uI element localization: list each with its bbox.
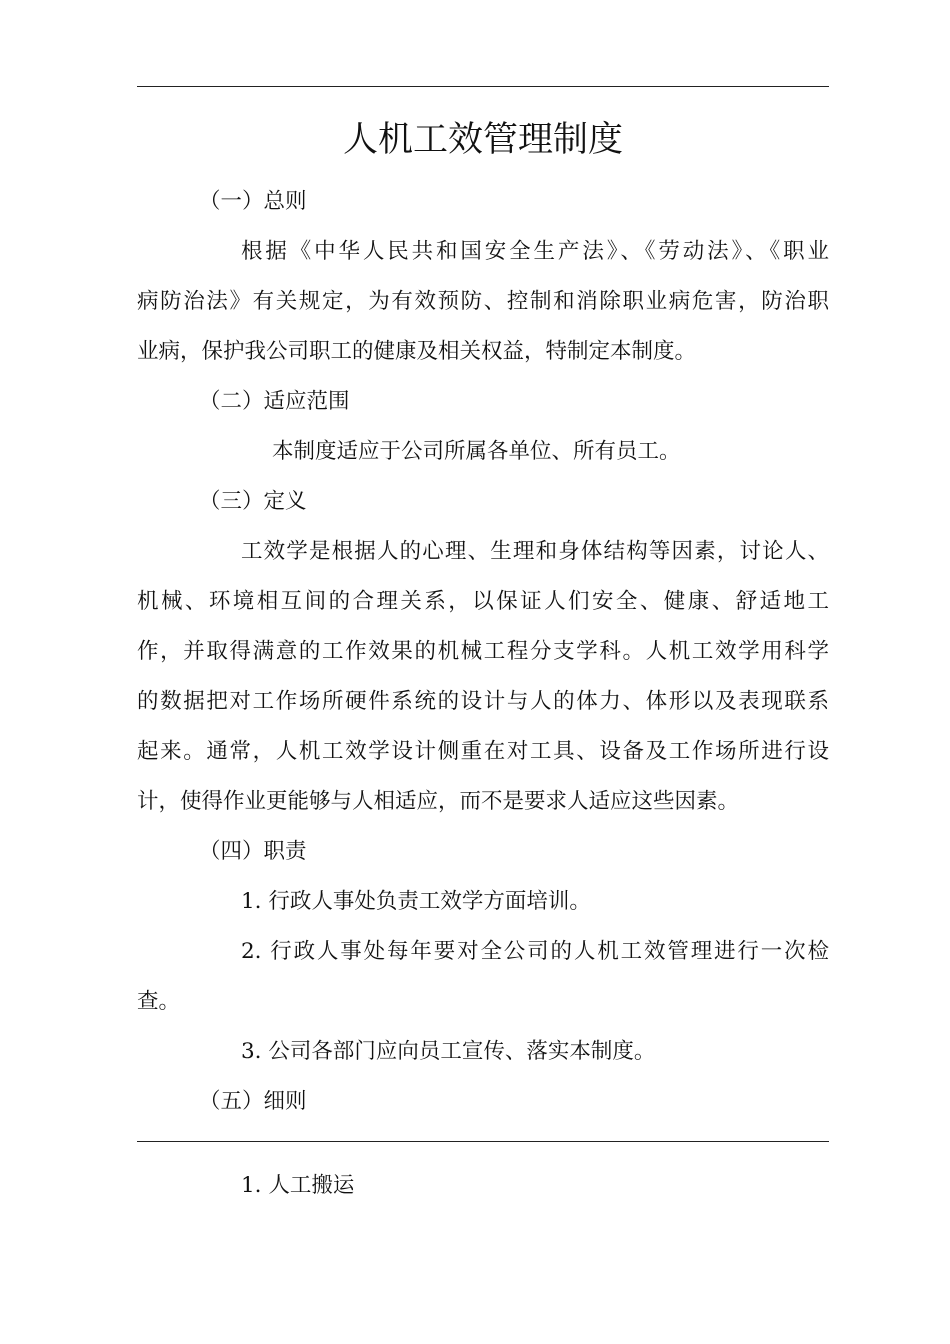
footer-rule <box>137 1141 829 1142</box>
list-item: 3. 公司各部门应向员工宣传、落实本制度。 <box>241 1039 656 1064</box>
section-heading-rules: （五）细则 <box>199 1089 307 1114</box>
list-item-continuation: 查。 <box>137 989 181 1014</box>
section-heading-scope: （二）适应范围 <box>199 389 350 414</box>
section-heading-general: （一）总则 <box>199 189 307 214</box>
list-item: 2. 行政人事处每年要对全公司的人机工效管理进行一次检 <box>241 939 829 964</box>
paragraph-line: 本制度适应于公司所属各单位、所有员工。 <box>272 439 681 464</box>
paragraph-line: 机械、环境相互间的合理关系，以保证人们安全、健康、舒适地工 <box>137 589 829 614</box>
section-heading-definition: （三）定义 <box>199 489 307 514</box>
header-rule <box>137 86 829 87</box>
paragraph-line: 起来。通常，人机工效学设计侧重在对工具、设备及工作场所进行设 <box>137 739 829 764</box>
document-title: 人机工效管理制度 <box>342 120 623 160</box>
list-item: 1. 行政人事处负责工效学方面培训。 <box>241 889 591 914</box>
paragraph-line: 工效学是根据人的心理、生理和身体结构等因素，讨论人、 <box>241 539 829 564</box>
paragraph-line: 作，并取得满意的工作效果的机械工程分支学科。人机工效学用科学 <box>137 639 829 664</box>
section-heading-responsibilities: （四）职责 <box>199 839 307 864</box>
paragraph-line: 计，使得作业更能够与人相适应，而不是要求人适应这些因素。 <box>137 789 740 814</box>
paragraph-line: 业病，保护我公司职工的健康及相关权益，特制定本制度。 <box>137 339 697 364</box>
paragraph-line: 的数据把对工作场所硬件系统的设计与人的体力、体形以及表现联系 <box>137 689 829 714</box>
subsection-heading: 1. 人工搬运 <box>241 1173 355 1198</box>
paragraph-line: 根据《中华人民共和国安全生产法》、《劳动法》、《职业 <box>241 239 829 264</box>
paragraph-line: 病防治法》有关规定，为有效预防、控制和消除职业病危害，防治职 <box>137 289 829 314</box>
